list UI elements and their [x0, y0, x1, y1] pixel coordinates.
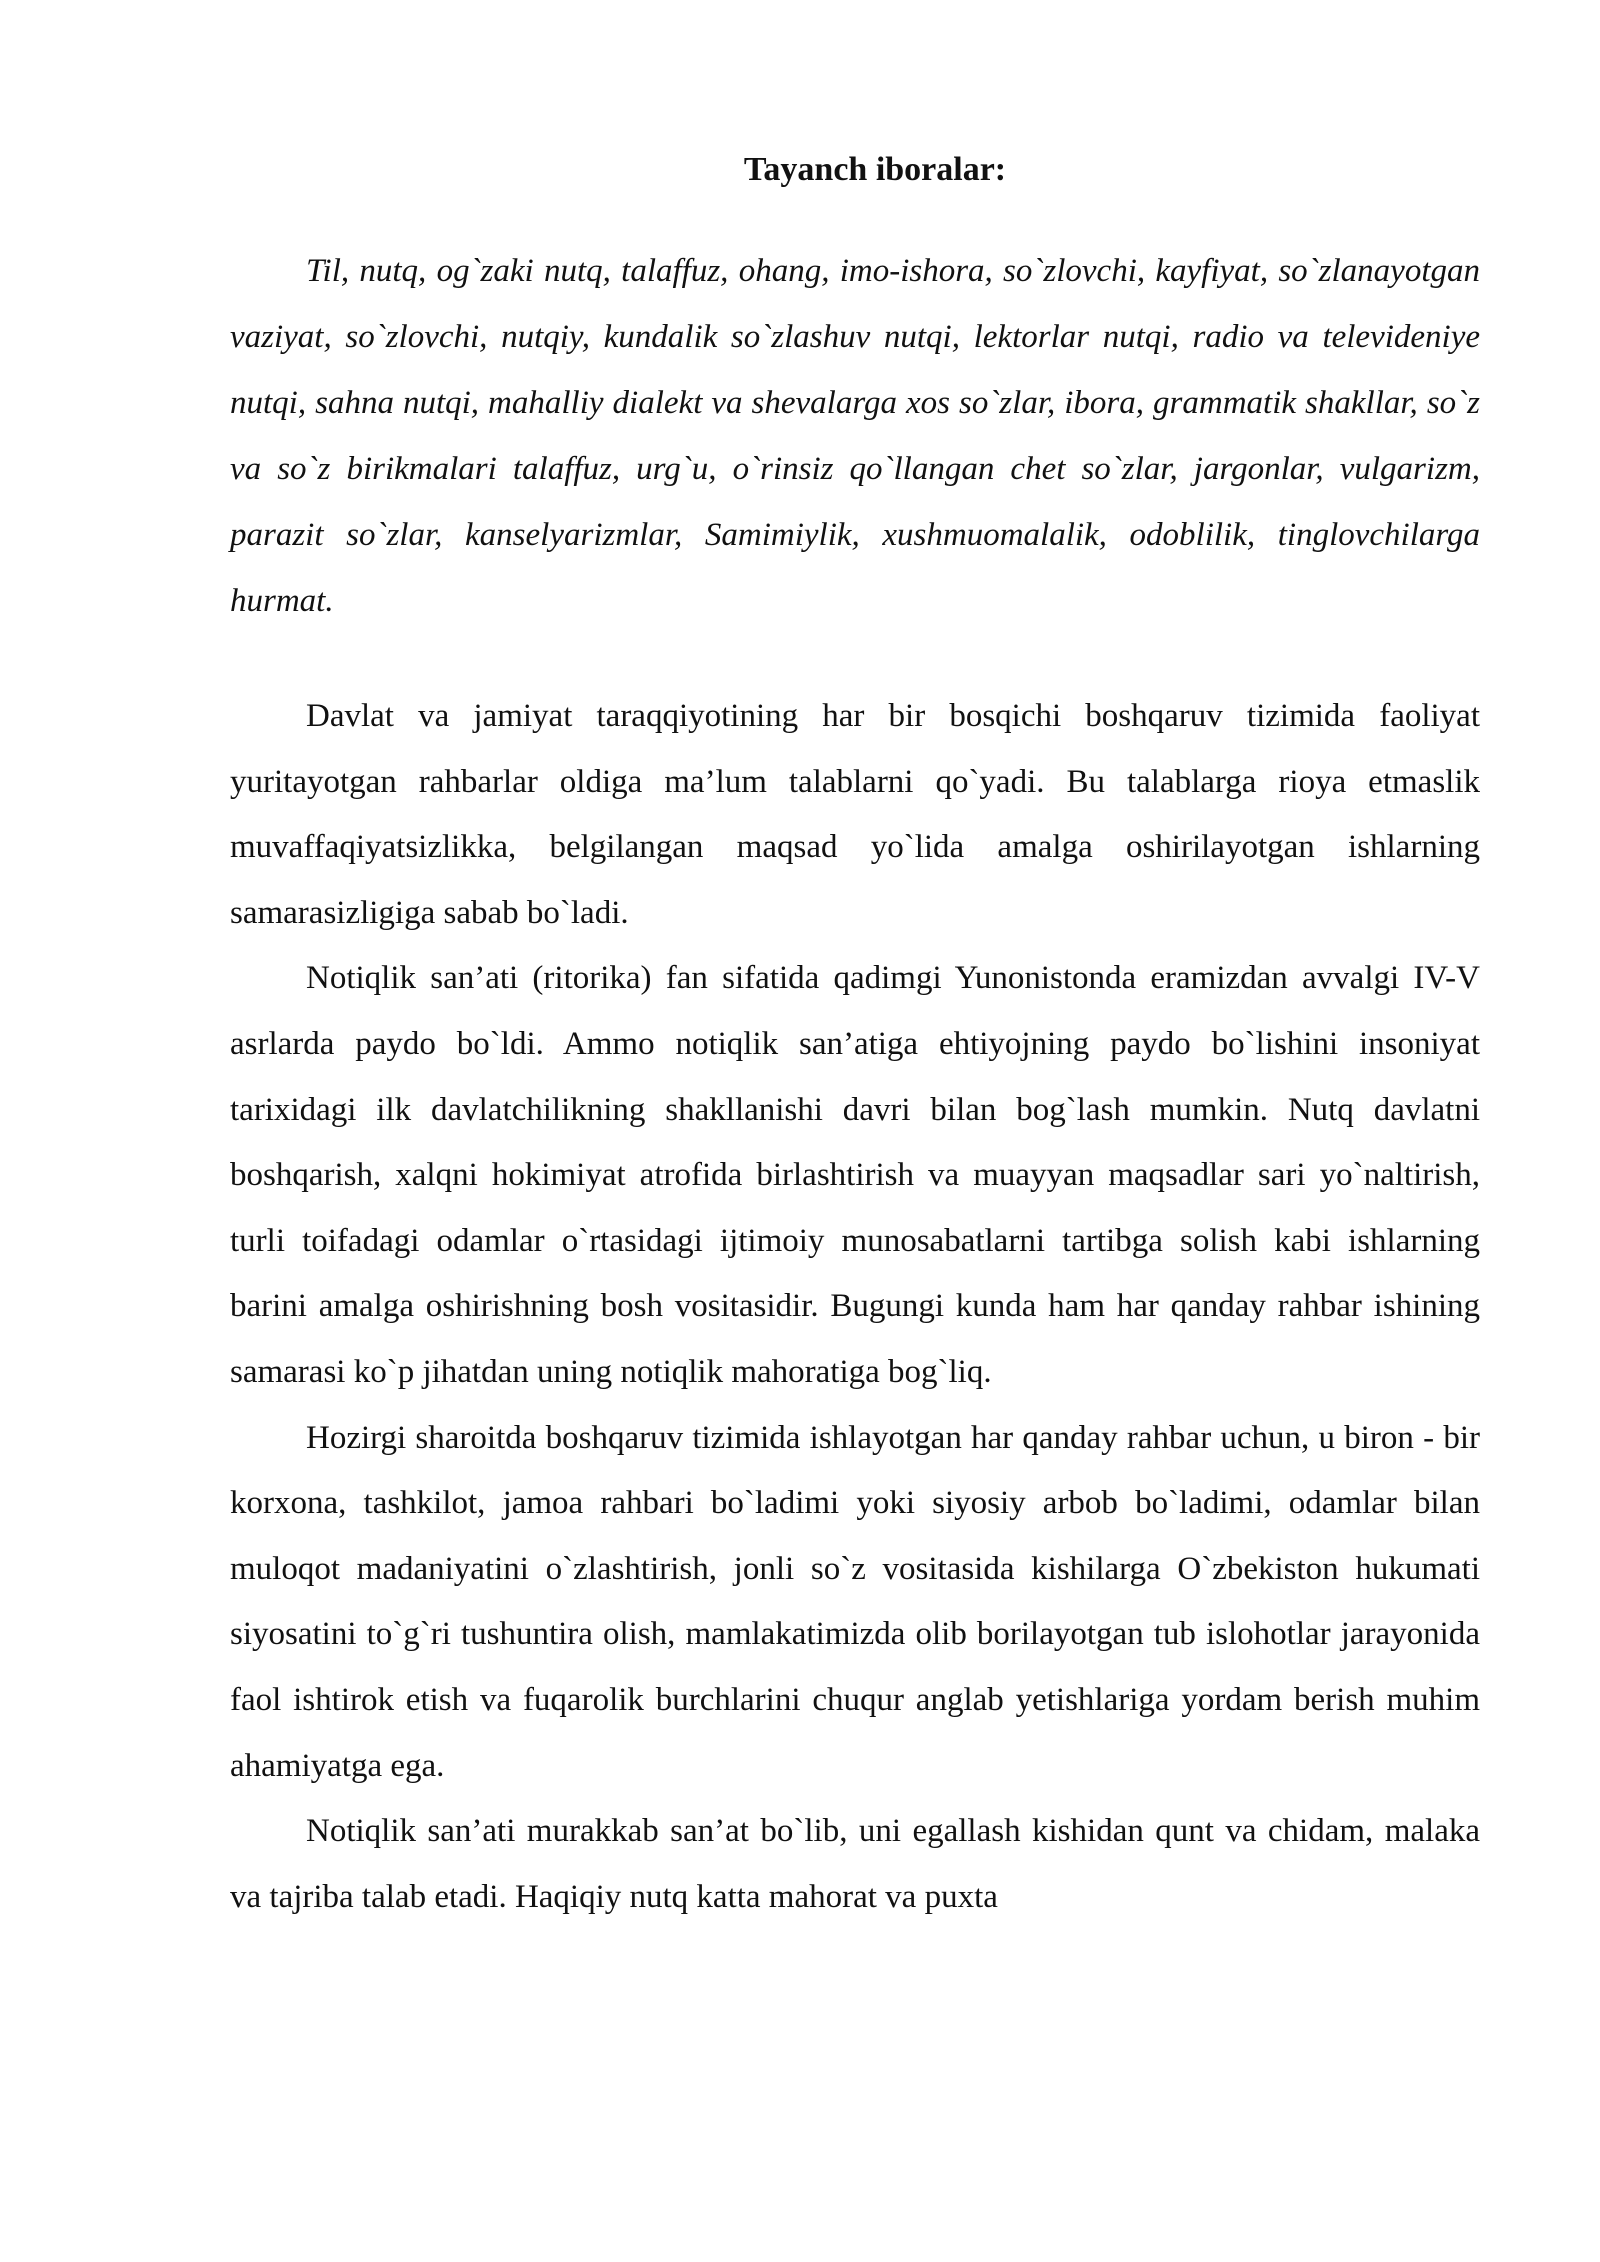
keywords-paragraph: Til, nutq, og`zaki nutq, talaffuz, ohang, imo-ishora, so`zlovchi, kayfiyat, so`zlanayotgan vaziyat, so`zlovchi, nutqiy, kundalik so`zlashuv nutqi, lektorlar nutqi, radio va televideniye nutqi, sahna nutqi, mahalliy dialekt va shevalarga xos so`zlar, ibora, grammatik shakllar, so`z va so`z birikmalari talaffuz, urg`u, o`rinsiz qo`llangan chet so`zlar, jargonlar, vulgarizm, parazit so`zlar, kanselyarizmlar, Samimiylik, xushmuomalalik, odoblilik, tinglovchilarga hurmat. — [230, 253, 1480, 619]
body-paragraph-1: Davlat va jamiyat taraqqiyotining har bir bosqichi boshqaruv tizimida faoliyat yuritayotgan rahbarlar oldiga ma’lum talablarni qo`yadi. Bu talablarga rioya etmaslik muvaffaqiyatsizlikka, belgilangan maqsad yo`lida amalga oshirilayotgan ishlarning samarasizligiga sabab bo`ladi. — [230, 698, 1480, 931]
body-paragraph-2: Notiqlik san’ati (ritorika) fan sifatida qadimgi Yunonistonda eramizdan avvalgi IV-V asrlarda paydo bo`ldi. Ammo notiqlik san’atiga ehtiyojning paydo bo`lishini insoniyat tarixidagi ilk davlatchilikning shakllanishi davri bilan bog`lash mumkin. Nutq davlatni boshqarish, xalqni hokimiyat atrofida birlashtirish va muayyan maqsadlar sari yo`naltirish, turli toifadagi odamlar o`rtasidagi ijtimoiy munosabatlarni tartibga solish kabi ishlarning barini amalga oshirishning bosh vositasidir. Bugungi kunda ham har qanday rahbar ishining samarasi ko`p jihatdan uning notiqlik mahoratiga bog`liq. — [230, 960, 1480, 1390]
body-paragraph-4: Notiqlik san’ati murakkab san’at bo`lib, uni egallash kishidan qunt va chidam, malaka va tajriba talab etadi. Haqiqiy nutq katta mahorat va puxta — [230, 1813, 1480, 1915]
page-title: Tayanch iboralar: — [743, 151, 1007, 188]
body-paragraph-3: Hozirgi sharoitda boshqaruv tizimida ishlayotgan har qanday rahbar uchun, u biron - bir korxona, tashkilot, jamoa rahbari bo`ladimi yoki siyosiy arbob bo`ladimi, odamlar bilan muloqot madaniyatini o`zlashtirish, jonli so`z vositasida kishilarga O`zbekiston hukumati siyosatini to`g`ri tushuntira olish, mamlakatimizda olib borilayotgan tub islohotlar jarayonida faol ishtirok etish va fuqarolik burchlarini chuqur anglab yetishlariga yordam berish muhim ahamiyatga ega. — [230, 1419, 1480, 1784]
